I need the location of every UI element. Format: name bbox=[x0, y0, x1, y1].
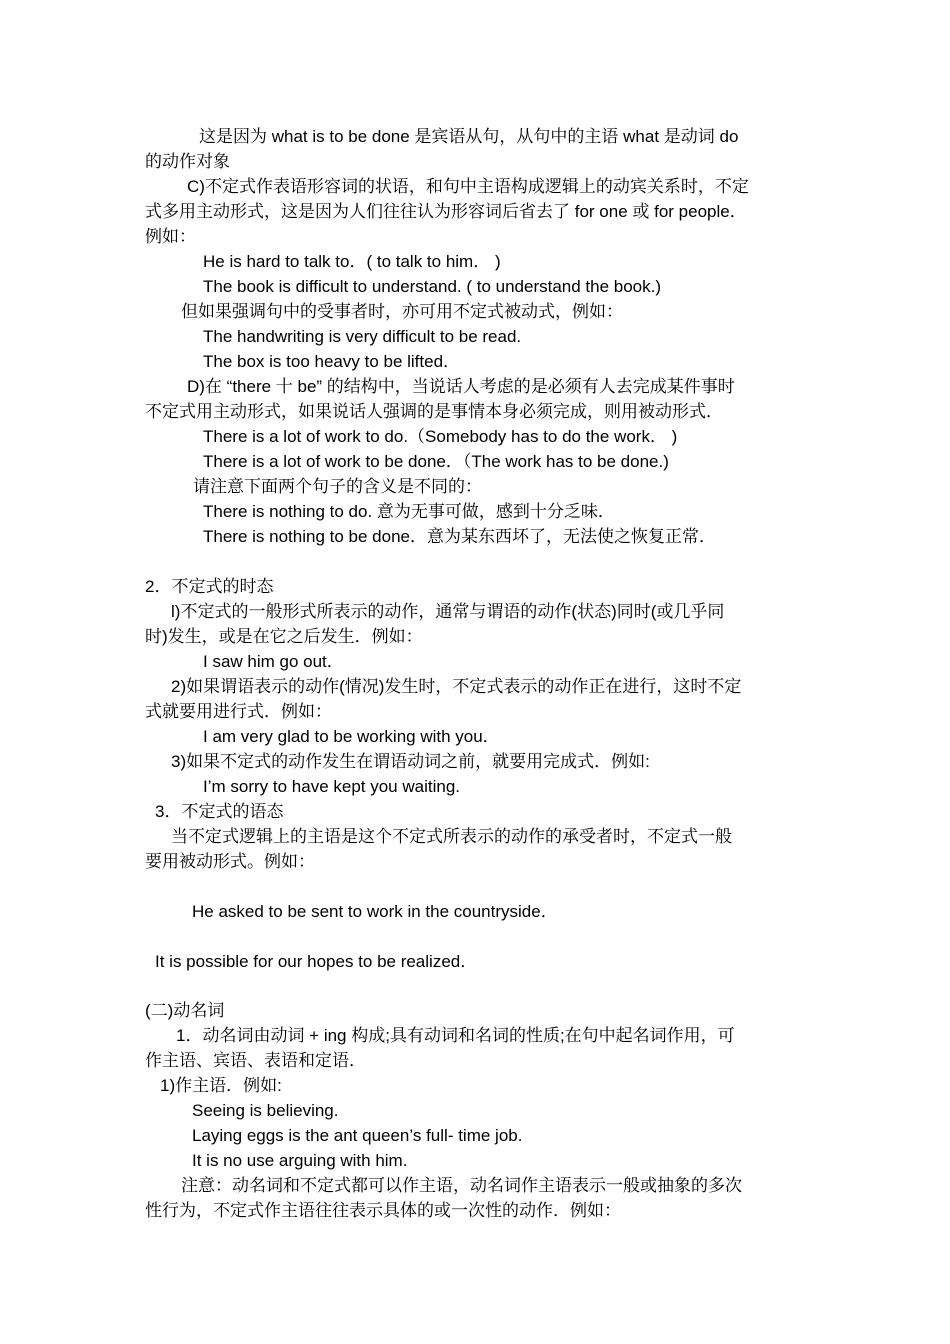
text-line: The book is difficult to understand. ( to understand the book.) bbox=[203, 277, 662, 296]
text-line: There is a lot of work to do.（Somebody has to do the work． ) bbox=[203, 427, 678, 446]
text-line: Laying eggs is the ant queen’s full- time job. bbox=[192, 1126, 523, 1145]
section-heading: (二)动名词 bbox=[145, 1001, 225, 1020]
text-line: C)不定式作表语形容词的状语，和句中主语构成逻辑上的动宾关系时，不定 bbox=[187, 177, 749, 196]
text-line: The handwriting is very difficult to be read. bbox=[203, 327, 522, 346]
text-line: D)在 “there 十 be” 的结构中，当说话人考虑的是必须有人去完成某件事时 bbox=[187, 377, 735, 396]
section-heading: 3．不定式的语态 bbox=[155, 802, 284, 821]
text-line: It is possible for our hopes to be realized． bbox=[155, 952, 478, 971]
section-heading: 2．不定式的时态 bbox=[145, 577, 274, 596]
text-line: 这是因为 what is to be done 是宾语从句，从句中的主语 what 是动词 do bbox=[199, 127, 739, 146]
text-line: 式多用主动形式，这是因为人们往往认为形容词后省去了 for one 或 for people． bbox=[145, 202, 747, 221]
text-line: There is nothing to do. 意为无事可做，感到十分乏味． bbox=[203, 502, 615, 521]
text-line: It is no use arguing with him. bbox=[192, 1151, 408, 1170]
text-line: l)不定式的一般形式所表示的动作，通常与谓语的动作(状态)同时(或几乎同 bbox=[171, 602, 725, 621]
text-line: 注意：动名词和不定式都可以作主语，动名词作主语表示一般或抽象的多次 bbox=[181, 1176, 742, 1195]
text-line: I saw him go out． bbox=[203, 652, 344, 671]
text-line: 式就要用进行式．例如： bbox=[145, 702, 332, 721]
text-line: He asked to be sent to work in the countryside． bbox=[192, 902, 558, 921]
text-line: I’m sorry to have kept you waiting. bbox=[203, 777, 461, 796]
text-line: There is a lot of work to be done．（The work has to be done.) bbox=[203, 452, 669, 471]
text-line: 1)作主语．例如: bbox=[160, 1076, 282, 1095]
text-line: 时)发生，或是在它之后发生．例如： bbox=[145, 627, 423, 646]
text-line: Seeing is believing. bbox=[192, 1101, 339, 1120]
text-line: I am very glad to be working with you． bbox=[203, 727, 500, 746]
text-line: 不定式用主动形式，如果说话人强调的是事情本身必须完成，则用被动形式． bbox=[145, 402, 723, 421]
text-line: 3)如果不定式的动作发生在谓语动词之前，就要用完成式．例如: bbox=[171, 752, 650, 771]
text-line: There is nothing to be done．意为某东西坏了，无法使之恢复正常． bbox=[203, 527, 716, 546]
text-line: The box is too heavy to be lifted． bbox=[203, 352, 461, 371]
text-line: 2)如果谓语表示的动作(情况)发生时，不定式表示的动作正在进行，这时不定 bbox=[171, 677, 742, 696]
text-line: 的动作对象 bbox=[145, 152, 230, 171]
text-line: 例如： bbox=[145, 227, 196, 246]
text-line: 性行为，不定式作主语往往表示具体的或一次性的动作．例如： bbox=[145, 1201, 621, 1220]
text-line: 作主语、宾语、表语和定语． bbox=[145, 1051, 366, 1070]
text-line: 1．动名词由动词 + ing 构成;具有动词和名词的性质;在句中起名词作用，可 bbox=[176, 1026, 735, 1045]
text-line: 请注意下面两个句子的含义是不同的： bbox=[193, 477, 482, 496]
text-line: 当不定式逻辑上的主语是这个不定式所表示的动作的承受者时，不定式一般 bbox=[171, 827, 732, 846]
text-line: 但如果强调句中的受事者时，亦可用不定式被动式，例如： bbox=[181, 302, 623, 321]
text-line: He is hard to talk to．( to talk to him． ) bbox=[203, 252, 501, 271]
text-line: 要用被动形式。例如： bbox=[145, 852, 315, 871]
